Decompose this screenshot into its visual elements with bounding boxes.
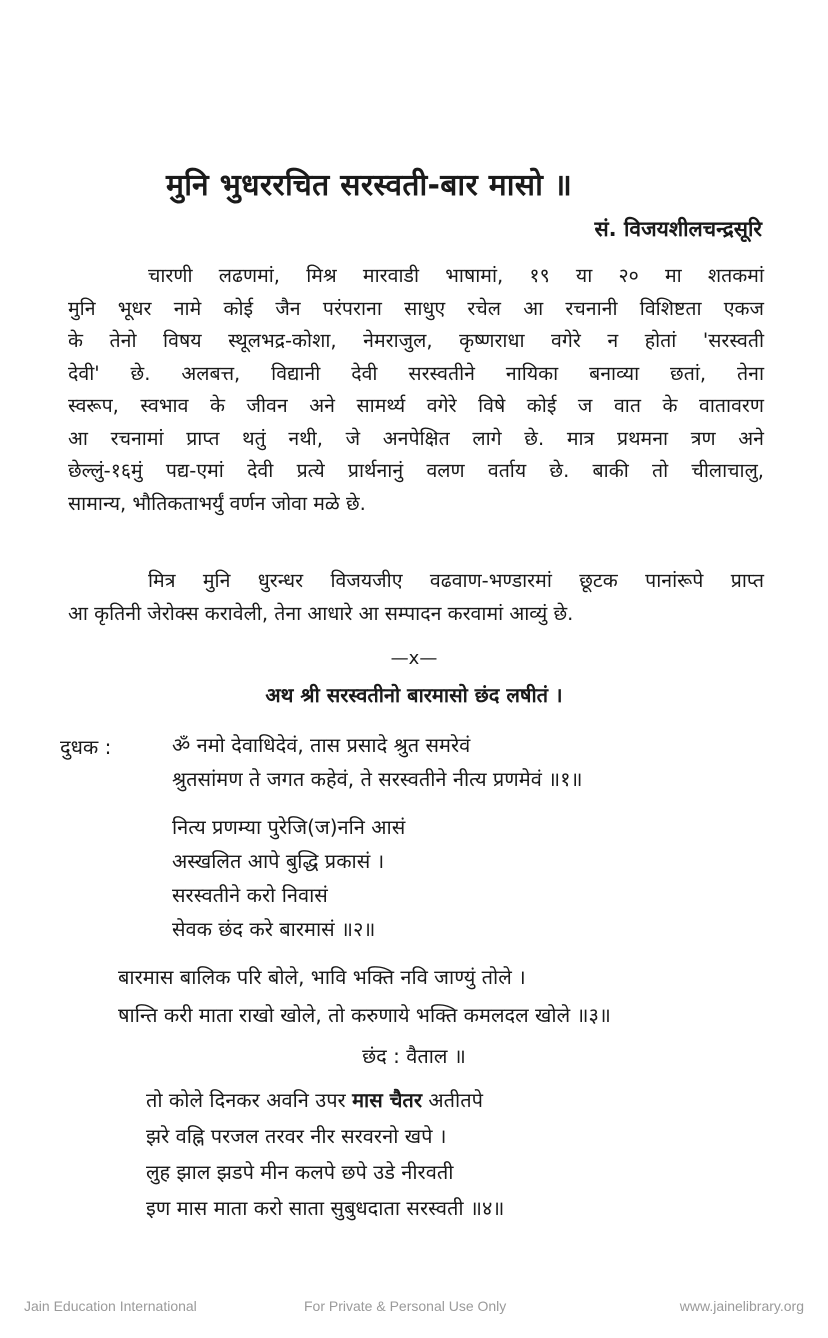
text-heading: अथ श्री सरस्वतीनो बारमासो छंद लषीतं । — [265, 683, 563, 707]
verse-text: तो कोले दिनकर अवनि उपर — [146, 1088, 353, 1112]
text-line: मुनि भूधर नामे कोई जैन परंपराना साधुए रचेल आ रचनानी विशिष्टता एकज — [68, 296, 764, 320]
text-line: मित्र मुनि धुरन्धर विजयजीए वढवाण-भण्डारमां छूटक पानांरूपे प्राप्त — [148, 569, 764, 592]
text-line: देवी' छे. अलबत्त, विद्यानी देवी सरस्वतीने नायिका बनाव्या छतां, तेना — [68, 361, 764, 385]
verse-line — [146, 1082, 504, 1118]
verse-line: इण मास माता करो साता सुबुधदाता सरस्वती ॥४॥ — [146, 1196, 505, 1220]
verse-2 — [172, 810, 405, 946]
meter-label-vaital: छंद : वैताल ॥ — [362, 1044, 466, 1068]
text-line: छेल्लुं-१६मुं पद्य-एमां देवी प्रत्ये प्रार्थनानुं वलण वर्ताय छे. बाकी तो चीलाचालु, — [68, 459, 764, 482]
footer-website-link[interactable]: www.jainelibrary.org — [679, 1298, 804, 1314]
verse-line: श्रुतसांमण ते जगत कहेवं, ते सरस्वतीने नीत्य प्रणमेवं ॥१॥ — [172, 767, 583, 791]
verse-text: अतीतपे — [422, 1088, 483, 1112]
verse-line: सेवक छंद करे बारमासं ॥२॥ — [172, 917, 376, 941]
text-line: सामान्य, भौतिकताभर्युं वर्णन जोवा मळे छे. — [68, 491, 366, 515]
text-line: आ रचनामां प्राप्त थतुं नथी, जे अनपेक्षित लागे छे. मात्र प्रथमना त्रण अने — [68, 426, 764, 450]
verse-1 — [172, 728, 583, 796]
verse-line: झरे वह्नि परजल तरवर नीर सरवरनो खपे । — [146, 1124, 447, 1148]
page-title: मुनि भुधररचित सरस्वती-बार मासो ॥ — [166, 168, 573, 203]
text-line: चारणी लढणमां, मिश्र मारवाडी भाषामां, १९ या २० मा शतकमां — [148, 264, 764, 287]
intro-paragraph-2 — [68, 565, 764, 630]
verse-line: षान्ति करी माता राखो खोले, तो करुणाये भक्ति कमलदल खोले ॥३॥ — [118, 1003, 611, 1027]
verse-4 — [146, 1082, 504, 1226]
meter-label: दुधक : — [60, 735, 112, 759]
editor-credit: सं. विजयशीलचन्द्रसूरि — [594, 217, 762, 241]
verse-line: अस्खलित आपे बुद्धि प्रकासं । — [172, 849, 385, 873]
verse-line: बारमास बालिक परि बोले, भावि भक्ति नवि जाण्युं तोले । — [118, 965, 526, 989]
intro-paragraph-1 — [68, 260, 764, 520]
text-line: स्वरूप, स्वभाव के जीवन अने सामर्थ्य वगेरे विषे कोई ज वात के वातावरण — [68, 394, 764, 417]
verse-line: लुह झाल झडपे मीन कलपे छपे उडे नीरवती — [146, 1160, 454, 1184]
verse-3 — [118, 958, 611, 1034]
text-line: आ कृतिनी जेरोक्स करावेली, तेना आधारे आ सम्पादन करवामां आव्युं छे. — [68, 601, 574, 625]
footer-publisher: Jain Education International — [24, 1298, 197, 1314]
section-separator: —x— — [390, 648, 438, 669]
footer-usage-note: For Private & Personal Use Only — [304, 1298, 507, 1314]
verse-line: नित्य प्रणम्या पुरेजि(ज)ननि आसं — [172, 815, 406, 839]
month-name: मास चैतर — [352, 1088, 422, 1112]
verse-line: सरस्वतीने करो निवासं — [172, 883, 328, 907]
verse-line: ॐ नमो देवाधिदेवं, तास प्रसादे श्रुत समरेवं — [172, 733, 471, 757]
text-line: के तेनो विषय स्थूलभद्र-कोशा, नेमराजुल, कृष्णराधा वगेरे न होतां 'सरस्वती — [68, 329, 764, 352]
